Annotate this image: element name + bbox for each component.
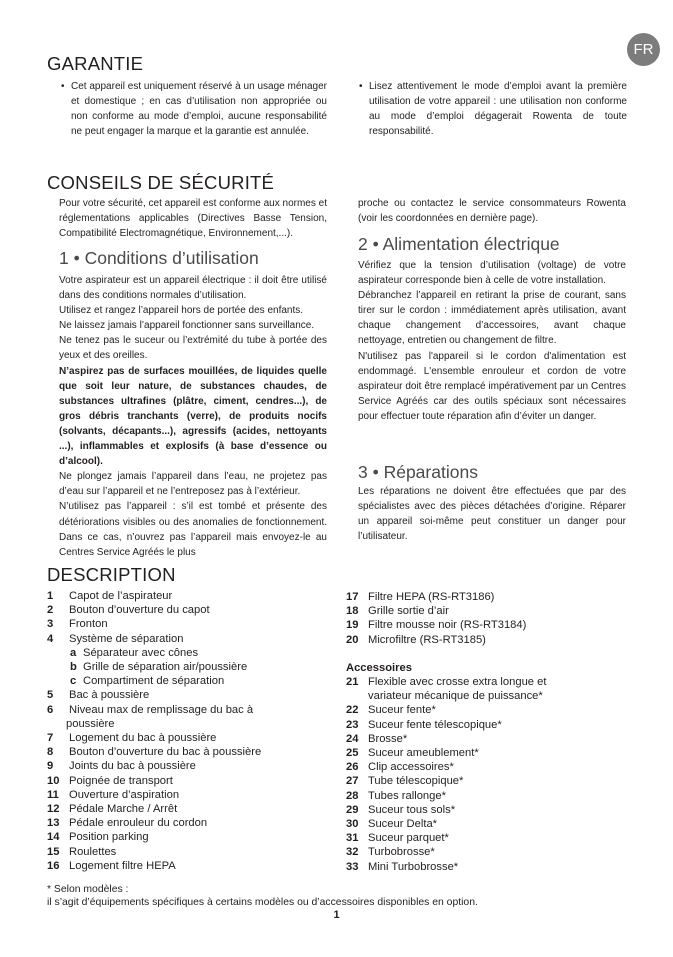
garantie-bullet-left: • Cet appareil est uniquement réservé à un usage ménager et domestique ; en cas d’utilisation non appropriée ou non conforme au mode d’emploi, aucune responsabilité ne peut engager la marque et la garantie est annulée. — [59, 79, 327, 139]
list-item: 22 Suceur fente* — [346, 704, 436, 717]
list-subitem: c Compartiment de séparation — [70, 675, 225, 688]
s1-warning-text: N’aspirez pas de surfaces mouillées, de liquides quelle que soit leur nature, de substances chaudes, de substances ultrafines (plâtre, ciment, cendres...), de gros débris tranchants (verre), de produits nocifs (solvants, décapants...), agressifs (acides, nettoyants ...), inflammables et explosifs (à base d’essence ou d’alcool). — [59, 365, 327, 468]
list-item: 11 Ouverture d’aspiration — [47, 788, 180, 801]
list-item: 30 Suceur Delta* — [346, 818, 438, 831]
list-item: 17 Filtre HEPA (RS-RT3186) — [346, 591, 495, 603]
s2-paragraph: Vérifiez que la tension d’utilisation (voltage) de votre aspirateur corresponde bien à celle de votre installation. — [358, 260, 626, 287]
list-item: 28 Tubes rallonge* — [346, 789, 446, 802]
s2-paragraph: Débranchez l’appareil en retirant la prise de courant, sans tirer sur le cordon : immédiatement après utilisation, avant chaque changement d’accessoires, avant chaque nettoyage, entretien ou changement de filtre. — [358, 290, 626, 347]
securite-right-col — [358, 196, 626, 226]
list-item: 6 Niveau max de remplissage du bac à — [47, 703, 254, 716]
language-badge: FR — [627, 33, 660, 66]
s1-paragraph: Votre aspirateur est un appareil électrique : il doit être utilisé dans des conditions normales d’utilisation. — [59, 275, 327, 302]
list-item: 29 Suceur tous sols* — [346, 803, 456, 816]
list-subitem: b Grille de séparation air/poussière — [70, 661, 248, 674]
garantie-title: GARANTIE — [47, 53, 144, 74]
list-item-continued: poussière — [66, 717, 115, 730]
list-item: 3 Fronton — [47, 618, 108, 631]
section2-title: 2 • Alimentation électrique — [358, 234, 560, 254]
s1-paragraph: Utilisez et rangez l’appareil hors de portée des enfants. — [59, 305, 304, 317]
section1-title: 1 • Conditions d’utilisation — [59, 248, 259, 268]
list-item: 5 Bac à poussière — [47, 689, 150, 702]
s1-paragraph: Ne plongez jamais l’appareil dans l’eau, ne projetez pas d’eau sur l’appareil et ne l’entreposez pas à l’extérieur. — [59, 471, 327, 498]
accessories-heading: Accessoires — [346, 661, 412, 674]
s3-paragraph: Les réparations ne doivent être effectuées que par des spécialistes avec des pièces détachées d’origine. Réparer un appareil soi-même peut constituer un danger pour l’utilisateur. — [358, 486, 626, 543]
securite-left-col — [59, 196, 327, 241]
list-item: 27 Tube télescopique* — [346, 775, 464, 788]
list-item: 23 Suceur fente télescopique* — [346, 718, 502, 731]
s1-warning — [59, 364, 327, 470]
list-item: 15 Roulettes — [47, 845, 117, 858]
page-number: 1 — [333, 909, 340, 921]
list-item: 4 Système de séparation — [47, 632, 184, 645]
list-item: 31 Suceur parquet* — [346, 832, 449, 845]
list-item: 33 Mini Turbobrosse* — [346, 860, 459, 873]
section3-title: 3 • Réparations — [358, 462, 478, 482]
s2-paragraph: N'utilisez pas l'appareil si le cordon d'alimentation est endommagé. L'ensemble enrouleur et cordon de votre aspirateur doit être remplacé impérativement par un Centres Service Agréés car des outils spéciaux sont nécessaires pour effectuer toute réparation afin d’éviter un danger. — [358, 350, 626, 422]
section3-body — [358, 484, 626, 544]
description-left-list — [47, 589, 337, 873]
list-item: 2 Bouton d’ouverture du capot — [47, 604, 210, 617]
footnote — [47, 883, 478, 909]
section1-body — [59, 273, 327, 560]
list-item: 1 Capot de l’aspirateur — [47, 590, 173, 602]
list-item: 12 Pédale Marche / Arrêt — [47, 803, 178, 816]
list-item: 20 Microfiltre (RS-RT3185) — [346, 633, 486, 646]
list-item: 13 Pédale enrouleur du cordon — [47, 817, 208, 830]
s1-paragraph: Ne tenez pas le suceur ou l’extrémité du tube à portée des yeux et des oreilles. — [59, 335, 327, 362]
footnote-line2: il s’agit d’équipements spécifiques à certains modèles ou d’accessoires disponibles en option. — [47, 897, 478, 908]
description-title: DESCRIPTION — [47, 564, 176, 585]
list-item: 19 Filtre mousse noir (RS-RT3184) — [346, 619, 527, 632]
description-right-list — [346, 590, 636, 874]
list-item: 14 Position parking — [47, 831, 149, 844]
garantie-bullet-right: • Lisez attentivement le mode d’emploi avant la première utilisation de votre appareil : une utilisation non conforme au mode d’emploi dégagerait Rowenta de toute responsabilité. — [357, 79, 627, 139]
securite-title: CONSEILS DE SÉCURITÉ — [47, 172, 275, 193]
footnote-line1: * Selon modèles : — [47, 884, 129, 895]
list-item-continued: variateur mécanique de puissance* — [368, 690, 543, 703]
garantie-right-col — [357, 79, 627, 139]
s1-paragraph: Ne laissez jamais l’appareil fonctionner sans surveillance. — [59, 320, 315, 332]
list-item: 18 Grille sortie d’air — [346, 605, 449, 618]
list-item: 9 Joints du bac à poussière — [47, 760, 196, 773]
list-item: 24 Brosse* — [346, 732, 408, 745]
s1-continued: proche ou contactez le service consommateurs Rowenta (voir les coordonnées en dernière page). — [358, 198, 626, 225]
list-item: 25 Suceur ameublement* — [346, 747, 479, 760]
list-item: 8 Bouton d’ouverture du bac à poussière — [47, 746, 262, 759]
list-item: 16 Logement filtre HEPA — [47, 859, 176, 872]
list-item: 32 Turbobrosse* — [346, 846, 435, 859]
section2-body — [358, 258, 626, 424]
securite-intro: Pour votre sécurité, cet appareil est conforme aux normes et réglementations applicables (Directives Basse Tension, Compatibilité Electromagnétique, Environnement,...). — [59, 198, 327, 240]
list-subitem: a Séparateur avec cônes — [70, 646, 199, 659]
garantie-left-col — [59, 79, 327, 139]
s1-paragraph: N’utilisez pas l’appareil : s’il est tombé et présente des détériorations visibles ou des anomalies de fonctionnement. Dans ce cas, n’ouvrez pas l’appareil mais envoyez-le au Centres Service Agréés le plus — [59, 501, 327, 558]
list-item: 10 Poignée de transport — [47, 774, 173, 787]
list-item: 7 Logement du bac à poussière — [47, 732, 217, 745]
list-item: 26 Clip accessoires* — [346, 761, 454, 774]
list-item: 21 Flexible avec crosse extra longue et — [346, 676, 547, 689]
